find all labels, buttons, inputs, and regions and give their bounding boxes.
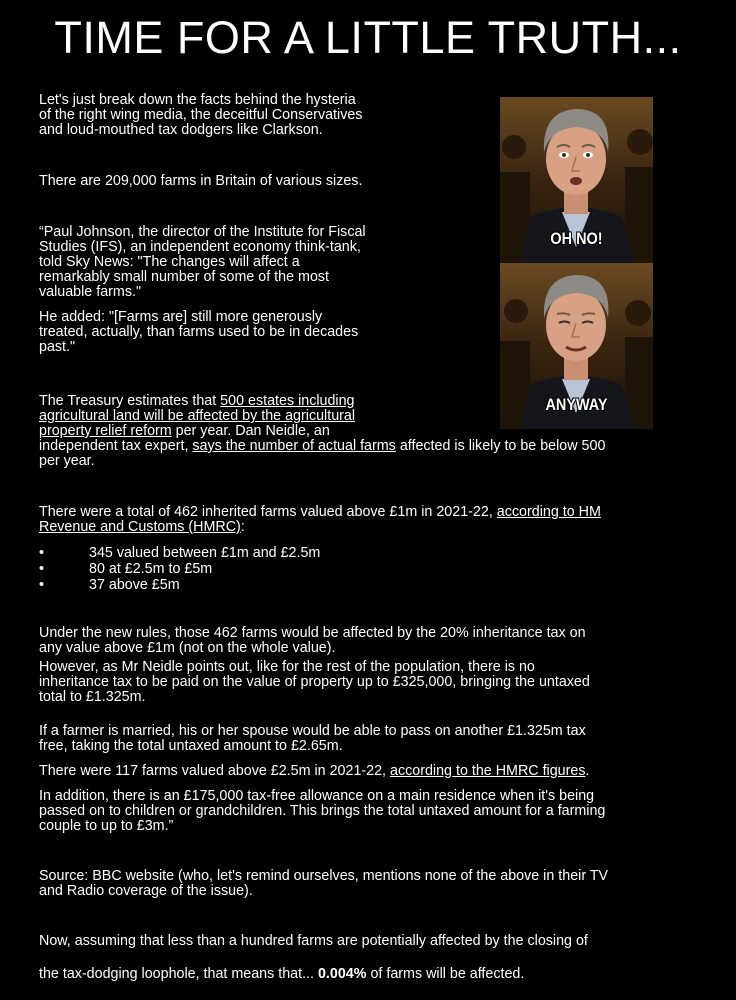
quote1-line-1: “Paul Johnson, the director of the Institute for Fiscal: [39, 224, 366, 240]
quote1-line-3: told Sky News: "The changes will affect a: [39, 254, 300, 270]
meme-image-oh-no: [500, 97, 653, 263]
quote1-line-5: valuable farms.": [39, 284, 142, 300]
conclusion-text: the tax-dodging loophole, that means that...: [39, 966, 318, 982]
conclusion-text-end: of farms will be affected.: [366, 966, 525, 982]
treasury-text-2: per year. Dan Neidle, an: [171, 423, 330, 439]
hmrc-link-cont[interactable]: Revenue and Customs (HMRC): [39, 519, 241, 535]
list-item: [39, 562, 320, 578]
source-line-2: and Radio coverage of the issue).: [39, 883, 253, 899]
neidle-link[interactable]: says the number of actual farms: [192, 438, 396, 454]
addition-line-3: couple to up to £3m.”: [39, 818, 174, 834]
rules-line-2: any value above £1m (not on the whole value).: [39, 640, 336, 656]
list-item: [39, 546, 320, 562]
however-line-2: inheritance tax to be paid on the value of property up to £325,000, bringing the untaxed: [39, 674, 590, 690]
however-line-1: However, as Mr Neidle points out, like for the rest of the population, there is no: [39, 659, 535, 675]
bullet-dot: •: [39, 561, 45, 577]
inherited-paragraph: [39, 505, 601, 535]
married-line-1: If a farmer is married, his or her spouse would be able to pass on another £1.325m tax: [39, 723, 586, 739]
quote2-line-1: He added: "[Farms are] still more generously: [39, 309, 323, 325]
married-paragraph: [39, 724, 586, 754]
bullet-dot: •: [39, 545, 45, 561]
quote1-line-2: Studies (IFS), an independent economy think-tank,: [39, 239, 361, 255]
valued117-paragraph: [39, 764, 589, 779]
quote-paragraph-1: [39, 225, 366, 300]
assuming-paragraph: Now, assuming that less than a hundred farms are potentially affected by the closing of: [39, 933, 588, 949]
quote-paragraph-2: [39, 310, 358, 355]
addition-line-1: In addition, there is an £175,000 tax-free allowance on a main residence when it's being: [39, 788, 595, 804]
treasury-text-3: independent tax expert,: [39, 438, 193, 454]
rules-line-1: Under the new rules, those 462 farms would be affected by the 20% inheritance tax on: [39, 625, 586, 641]
source-paragraph: [39, 869, 608, 899]
inherited-text: There were a total of 462 inherited farms valued above £1m in 2021-22,: [39, 504, 497, 520]
quote2-line-2: treated, actually, than farms used to be in decades: [39, 324, 359, 340]
however-line-3: total to £1.325m.: [39, 689, 146, 705]
quote1-line-4: remarkably small number of some of the most: [39, 269, 330, 285]
treasury-estates-link-end[interactable]: property relief reform: [39, 423, 172, 439]
meme-caption-anyway: ANYWAY: [545, 395, 608, 414]
farms-count-paragraph: There are 209,000 farms in Britain of various sizes.: [39, 173, 363, 189]
meme-image-anyway: [500, 263, 653, 429]
treasury-text-5: per year.: [39, 453, 95, 469]
quote2-line-3: past.": [39, 339, 76, 355]
bullet-dot: •: [39, 577, 45, 593]
valued117-text: There were 117 farms valued above £2.5m in 2021-22,: [39, 763, 391, 779]
meme-caption-oh-no: OH NO!: [550, 229, 603, 248]
list-item-text: 37 above £5m: [89, 577, 180, 593]
addition-line-2: passed on to children or grandchildren. This brings the total untaxed amount for a farming: [39, 803, 606, 819]
list-item-text: 345 valued between £1m and £2.5m: [89, 545, 321, 561]
inherited-colon: :: [240, 519, 245, 535]
intro-line-2: of the right wing media, the deceitful Conservatives: [39, 107, 363, 123]
treasury-estates-link-cont[interactable]: agricultural land will be affected by the agricultural: [39, 408, 356, 424]
treasury-estates-link[interactable]: 500 estates including: [220, 393, 355, 409]
intro-line-1: Let's just break down the facts behind the hysteria: [39, 92, 356, 108]
intro-line-3: and loud-mouthed tax dodgers like Clarkson.: [39, 122, 323, 138]
rules-paragraph: [39, 626, 586, 656]
percentage-highlight: 0.004%: [317, 966, 367, 982]
list-item: [39, 578, 320, 594]
however-paragraph: [39, 660, 590, 705]
hmrc-link[interactable]: according to HM: [496, 504, 601, 520]
intro-paragraph: [39, 93, 362, 138]
addition-paragraph: [39, 789, 605, 834]
conclusion-paragraph: [39, 967, 524, 982]
treasury-text: The Treasury estimates that: [39, 393, 221, 409]
valued117-period: .: [585, 763, 590, 779]
treasury-text-4: affected is likely to be below 500: [395, 438, 606, 454]
source-line-1: Source: BBC website (who, let's remind ourselves, mentions none of the above in their TV: [39, 868, 609, 884]
page-title: TIME FOR A LITTLE TRUTH...: [54, 12, 682, 63]
farm-value-list: [39, 546, 320, 594]
married-line-2: free, taking the total untaxed amount to £2.65m.: [39, 738, 343, 754]
list-item-text: 80 at £2.5m to £5m: [89, 561, 213, 577]
hmrc-figures-link[interactable]: according to the HMRC figures: [390, 763, 586, 779]
